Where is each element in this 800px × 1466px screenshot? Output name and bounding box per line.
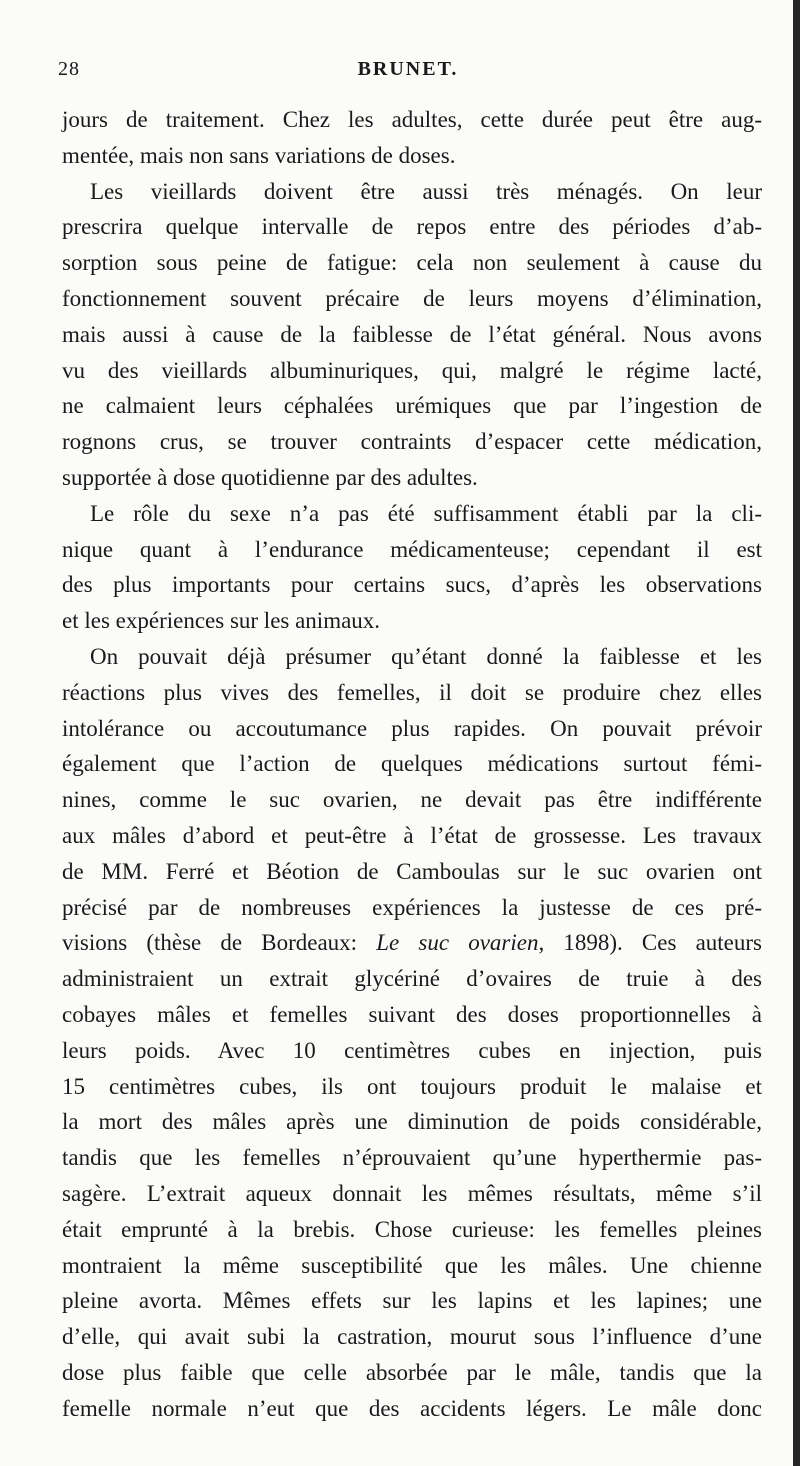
body-text <box>62 102 762 1426</box>
text-line: et les expériences sur les animaux. <box>62 608 381 634</box>
text-line: jours de traitement. Chez les adultes, cette durée peut être aug- <box>62 107 762 132</box>
text-line: montraient la même susceptibilité que les mâles. Une chienne <box>62 1252 762 1278</box>
text-line: aux mâles d’abord et peut-être à l’état de grossesse. Les travaux <box>62 822 762 848</box>
text-line: était emprunté à la brebis. Chose curieuse: les femelles pleines <box>62 1216 762 1242</box>
citation-title: Le suc ovarien <box>376 930 539 956</box>
text-line: 15 centimètres cubes, ils ont toujours produit le malaise et <box>62 1073 762 1099</box>
text-line: mais aussi à cause de la faiblesse de l’état général. Nous avons <box>62 321 762 347</box>
paragraph-first-line: Le rôle du sexe n’a pas été suffisamment établi par la cli- <box>90 500 762 526</box>
text-line: intolérance ou accoutumance plus rapides. On pouvait prévoir <box>62 715 762 741</box>
paragraph-first-line: On pouvait déjà présumer qu’étant donné la faiblesse et les <box>90 643 762 669</box>
text-line: sorption sous peine de fatigue: cela non seulement à cause du <box>62 250 762 276</box>
citation-suffix: , 1898). Ces auteurs <box>538 930 763 956</box>
text-line: dose plus faible que celle absorbée par le mâle, tandis que la <box>62 1359 762 1385</box>
text-line: réactions plus vives des femelles, il doit se produire chez elles <box>62 679 762 705</box>
scan-edge-shadow <box>793 0 800 1466</box>
text-line: nique quant à l’endurance médicamenteuse; cependant il est <box>62 536 762 562</box>
text-line: leurs poids. Avec 10 centimètres cubes en injection, puis <box>62 1037 762 1063</box>
text-line: cobayes mâles et femelles suivant des doses proportionnelles à <box>62 1001 762 1027</box>
text-line: tandis que les femelles n’éprouvaient qu’une hyperthermie pas- <box>62 1145 762 1171</box>
text-line: nines, comme le suc ovarien, ne devait pas être indifférente <box>62 787 762 813</box>
paragraph-first-line: Les vieillards doivent être aussi très ménagés. On leur <box>90 178 762 204</box>
text-line: fonctionnement souvent précaire de leurs moyens d’élimination, <box>62 285 762 311</box>
page-number: 28 <box>58 58 80 80</box>
text-line: de MM. Ferré et Béotion de Camboulas sur le suc ovarien ont <box>62 858 762 884</box>
text-line: la mort des mâles après une diminution de poids considérable, <box>62 1109 762 1135</box>
text-line: supportée à dose quotidienne par des adultes. <box>62 464 478 490</box>
text-line: prescrira quelque intervalle de repos entre des périodes d’ab- <box>62 214 762 240</box>
running-head: BRUNET. <box>357 58 459 80</box>
text-line: d’elle, qui avait subi la castration, mourut sous l’influence d’une <box>62 1324 762 1350</box>
text-line: également que l’action de quelques médications surtout fémi- <box>62 751 762 777</box>
text-line: ne calmaient leurs céphalées urémiques que par l’ingestion de <box>62 393 762 419</box>
text-line: pleine avorta. Mêmes effets sur les lapins et les lapines; une <box>62 1288 762 1314</box>
text-line-with-citation <box>62 925 762 961</box>
text-line: mentée, mais non sans variations de doses. <box>62 142 456 168</box>
text-line: rognons crus, se trouver contraints d’espacer cette médication, <box>62 429 762 455</box>
text-line: sagère. L’extrait aqueux donnait les mêmes résultats, même s’il <box>62 1180 762 1206</box>
text-line: femelle normale n’eut que des accidents légers. Le mâle donc <box>62 1395 762 1421</box>
page-header <box>58 58 758 88</box>
text-line: précisé par de nombreuses expériences la justesse de ces pré- <box>62 894 762 920</box>
text-line: administraient un extrait glycériné d’ovaires de truie à des <box>62 966 762 992</box>
citation-prefix: visions (thèse de Bordeaux: <box>62 930 377 956</box>
text-line: des plus importants pour certains sucs, d’après les observations <box>62 572 762 598</box>
text-line: vu des vieillards albuminuriques, qui, malgré le régime lacté, <box>62 357 762 383</box>
